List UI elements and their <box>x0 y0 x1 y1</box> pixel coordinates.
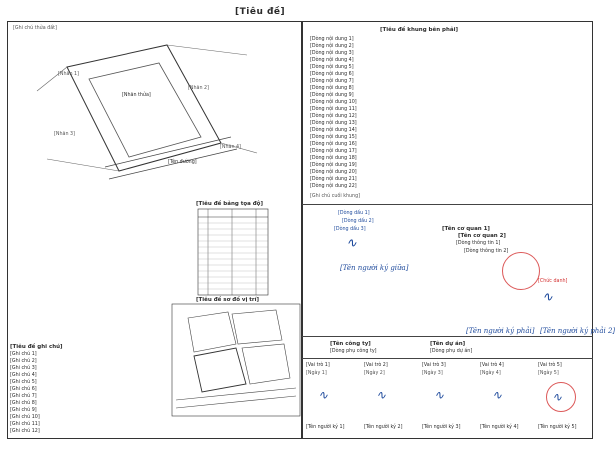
signer-date: [Ngày 1] <box>306 371 327 376</box>
company-line-2: [Dòng phụ công ty] <box>330 349 377 354</box>
neighbour-label-3: [Nhãn 3] <box>54 132 75 137</box>
signer-role: [Vai trò 3] <box>422 363 446 368</box>
status-row: [Dòng nội dung 11] <box>310 107 357 112</box>
signer-date: [Ngày 5] <box>538 371 559 376</box>
status-row: [Dòng nội dung 20] <box>310 170 357 175</box>
office-seal <box>502 252 540 290</box>
middle-signature: ∿ <box>346 236 357 251</box>
signer-signature: ∿ <box>552 390 563 404</box>
signer-role: [Vai trò 1] <box>306 363 330 368</box>
status-row: [Dòng nội dung 22] <box>310 184 357 189</box>
road-label: [Tên đường] <box>168 160 197 165</box>
signer-role: [Vai trò 5] <box>538 363 562 368</box>
page-title: [Tiêu đề] <box>235 7 286 17</box>
status-row: [Dòng nội dung 21] <box>310 177 357 182</box>
signer-role: [Vai trò 2] <box>364 363 388 368</box>
note-line: [Ghi chú 3] <box>10 366 37 371</box>
office-signer-name-2: [Tên người ký phải 2] <box>540 327 615 335</box>
status-row: [Dòng nội dung 13] <box>310 121 357 126</box>
note-line: [Ghi chú 9] <box>10 408 37 413</box>
office-line-3: [Dòng thông tin 1] <box>456 241 501 246</box>
signers-divider <box>302 358 593 359</box>
status-row: [Dòng nội dung 12] <box>310 114 357 119</box>
note-line: [Ghi chú 7] <box>10 394 37 399</box>
neighbour-label-1: [Nhãn 1] <box>58 72 79 77</box>
status-row: [Dòng nội dung 9] <box>310 93 354 98</box>
stamp-divider <box>302 204 593 205</box>
signer-name: [Tên người ký 5] <box>538 425 577 430</box>
middle-stamp-line-2: [Dòng dấu 2] <box>342 219 374 224</box>
status-row: [Dòng nội dung 16] <box>310 142 357 147</box>
company-line-1: [Tên công ty] <box>330 341 371 347</box>
coordinate-table <box>198 209 268 295</box>
neighbour-label-4: [Nhãn 4] <box>220 145 241 150</box>
signer-signature: ∿ <box>318 388 329 402</box>
signer-date: [Ngày 2] <box>364 371 385 376</box>
status-row: [Dòng nội dung 4] <box>310 58 354 63</box>
status-row: [Dòng nội dung 5] <box>310 65 354 70</box>
signer-name: [Tên người ký 1] <box>306 425 345 430</box>
office-line-5: [Chức danh] <box>538 279 568 284</box>
status-row: [Dòng nội dung 7] <box>310 79 354 84</box>
signer-name: [Tên người ký 2] <box>364 425 403 430</box>
status-row: [Dòng nội dung 17] <box>310 149 357 154</box>
status-row: [Dòng nội dung 3] <box>310 51 354 56</box>
status-row: [Dòng nội dung 2] <box>310 44 354 49</box>
office-line-2: [Tên cơ quan 2] <box>458 233 506 239</box>
status-row: [Dòng nội dung 8] <box>310 86 354 91</box>
office-line-4: [Dòng thông tin 2] <box>464 249 509 254</box>
office-signature: ∿ <box>542 290 553 305</box>
status-row: [Dòng nội dung 14] <box>310 128 357 133</box>
note-line: [Ghi chú 4] <box>10 373 37 378</box>
note-line: [Ghi chú 6] <box>10 387 37 392</box>
status-row: [Dòng nội dung 10] <box>310 100 357 105</box>
company-divider <box>302 336 593 337</box>
office-line-1: [Tên cơ quan 1] <box>442 226 490 232</box>
signer-name: [Tên người ký 3] <box>422 425 461 430</box>
signer-date: [Ngày 4] <box>480 371 501 376</box>
status-row: [Dòng nội dung 18] <box>310 156 357 161</box>
location-map <box>172 304 300 416</box>
signer-date: [Ngày 3] <box>422 371 443 376</box>
note-line: [Ghi chú 12] <box>10 429 40 434</box>
right-panel-title: [Tiêu đề khung bên phải] <box>380 27 459 33</box>
company-line-3: [Tên dự án] <box>430 341 466 347</box>
note-line: [Ghi chú 8] <box>10 401 37 406</box>
location-map-title: [Tiêu đề sơ đồ vị trí] <box>196 297 260 303</box>
status-row: [Dòng nội dung 1] <box>310 37 354 42</box>
office-signer-name: [Tên người ký phải] <box>466 327 535 335</box>
note-line: [Ghi chú 10] <box>10 415 40 420</box>
notes-title: [Tiêu đề ghi chú] <box>10 344 63 350</box>
note-line: [Ghi chú 2] <box>10 359 37 364</box>
signer-signature: ∿ <box>376 388 387 402</box>
status-row: [Dòng nội dung 15] <box>310 135 357 140</box>
signer-signature: ∿ <box>434 388 445 402</box>
signer-signature: ∿ <box>492 388 503 402</box>
signer-role: [Vai trò 4] <box>480 363 504 368</box>
middle-stamp-line-3: [Dòng dấu 3] <box>334 227 366 232</box>
coordinate-table-title: [Tiêu đề bảng tọa độ] <box>196 201 263 207</box>
note-line: [Ghi chú 11] <box>10 422 40 427</box>
lot-diagram <box>7 21 302 211</box>
status-row: [Dòng nội dung 19] <box>310 163 357 168</box>
note-line: [Ghi chú 1] <box>10 352 37 357</box>
status-row: [Dòng nội dung 6] <box>310 72 354 77</box>
signer-name: [Tên người ký 4] <box>480 425 519 430</box>
note-line: [Ghi chú 5] <box>10 380 37 385</box>
lot-note: [Ghi chú thửa đất] <box>13 26 57 31</box>
neighbour-label-2: [Nhãn 2] <box>188 86 209 91</box>
right-panel-footer-note: [Ghi chú cuối khung] <box>310 194 361 199</box>
company-line-4: [Dòng phụ dự án] <box>430 349 473 354</box>
lot-label: [Nhãn thửa] <box>122 93 151 98</box>
middle-stamp-line-1: [Dòng dấu 1] <box>338 211 370 216</box>
middle-signer-name: [Tên người ký giữa] <box>340 264 409 272</box>
